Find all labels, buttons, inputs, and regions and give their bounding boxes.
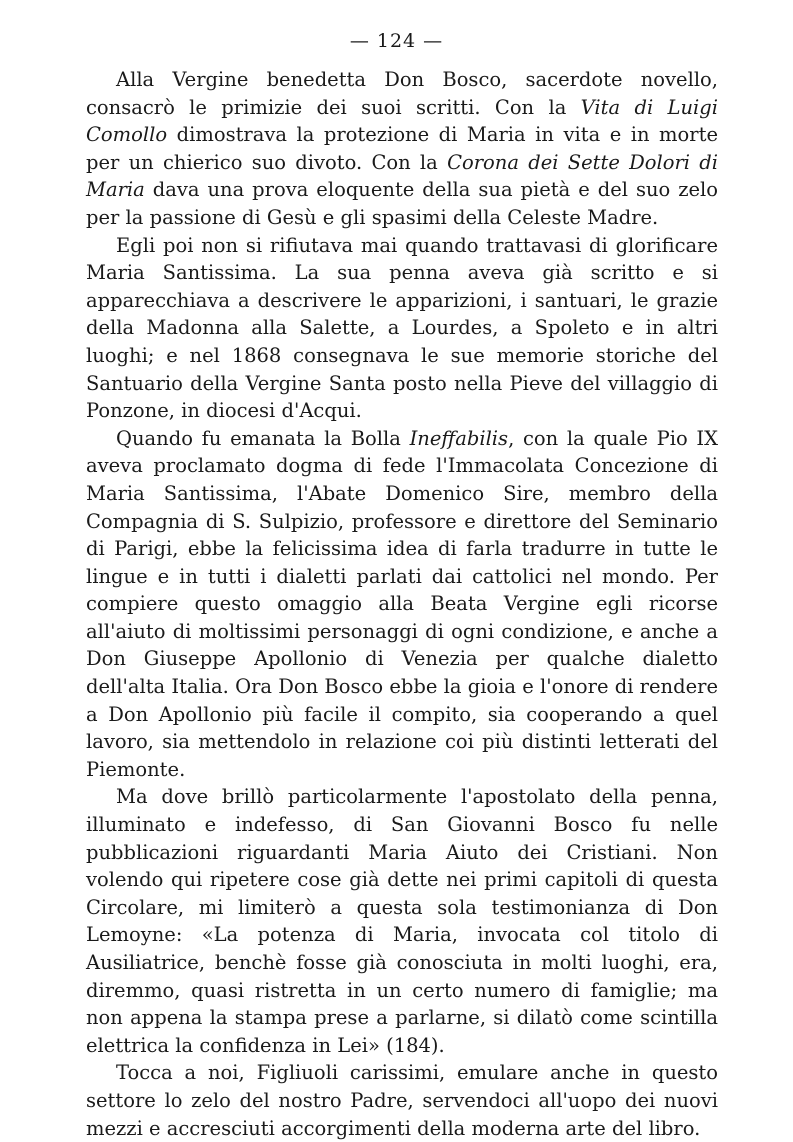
body-text xyxy=(86,66,718,1142)
text-run: Quando fu emanata la Bolla xyxy=(116,426,410,450)
text-run: Alla Vergine benedetta Don Bosco, sacerdote novello, consacrò le primizie dei suoi scritti. Con la xyxy=(86,68,718,119)
paragraph xyxy=(86,232,718,425)
text-run: Ma dove brillò particolarmente l'apostolato della penna, illuminato e indefesso, di San Giovanni Bosco fu nelle pubblicazioni riguardanti Maria Aiuto dei Cristiani. Non volendo qui ripetere cose già dette nei primi capitoli di questa Circolare, mi limiterò a questa sola testimonianza di Don Lemoyne: «La potenza di Maria, invocata col titolo di Ausiliatrice, benchè fosse già conosciuta in molti luoghi, era, diremmo, quasi ristretta in un certo numero di famiglie; ma non appena la stampa prese a parlarne, si dilatò come scintilla elettrica la confidenza in Lei» (184). xyxy=(86,785,718,1057)
paragraph xyxy=(86,66,718,232)
text-run: Egli poi non si rifiutava mai quando trattavasi di glorificare Maria Santissima. La sua penna aveva già scritto e si apparecchiava a descrivere le apparizioni, i santuari, le grazie della Madonna alla Salette, a Lourdes, a Spoleto e in altri luoghi; e nel 1868 consegnava le sue memorie storiche del Santuario della Vergine Santa posto nella Pieve del villaggio di Ponzone, in diocesi d'Acqui. xyxy=(86,233,718,423)
text-run: Tocca a noi, Figliuoli carissimi, emulare anche in questo settore lo zelo del nostro Padre, servendoci all'uopo dei nuovi mezzi e accresciuti accorgimenti della moderna arte del libro. xyxy=(86,1061,718,1140)
page-number-header: — 124 — xyxy=(349,30,444,52)
italic-title: Vita di Luigi Comollo xyxy=(86,95,718,147)
paragraph xyxy=(86,783,718,1059)
text-run: dava una prova eloquente della sua pietà e del suo zelo per la passione di Gesù e gli spasimi della Celeste Madre. xyxy=(86,178,718,229)
paragraph xyxy=(86,425,718,784)
text-run: , con la quale Pio IX aveva proclamato dogma di fede l'Immacolata Concezione di Maria Santissima, l'Abate Domenico Sire, membro della Compagnia di S. Sulpizio, professore e direttore del Seminario di Parigi, ebbe la felicissima idea di farla tradurre in tutte le lingue e in tutti i dialetti parlati dai cattolici nel mondo. Per compiere questo omaggio alla Beata Vergine egli ricorse all'aiuto di moltissimi personaggi di ogni condizione, e anche a Don Giuseppe Apollonio di Venezia per qualche dialetto dell'alta Italia. Ora Don Bosco ebbe la gioia e l'onore di rendere a Don Apollonio più facile il compito, sia cooperando a quel lavoro, sia mettendolo in relazione coi più distinti letterati del Piemonte. xyxy=(86,426,719,781)
italic-title: Corona dei Sette Dolori di Maria xyxy=(86,150,719,202)
text-run: dimostrava la protezione di Maria in vita e in morte per un chierico suo divoto. Con la xyxy=(86,123,718,174)
paragraph xyxy=(86,1059,718,1142)
italic-title: Ineffabilis xyxy=(409,426,509,450)
